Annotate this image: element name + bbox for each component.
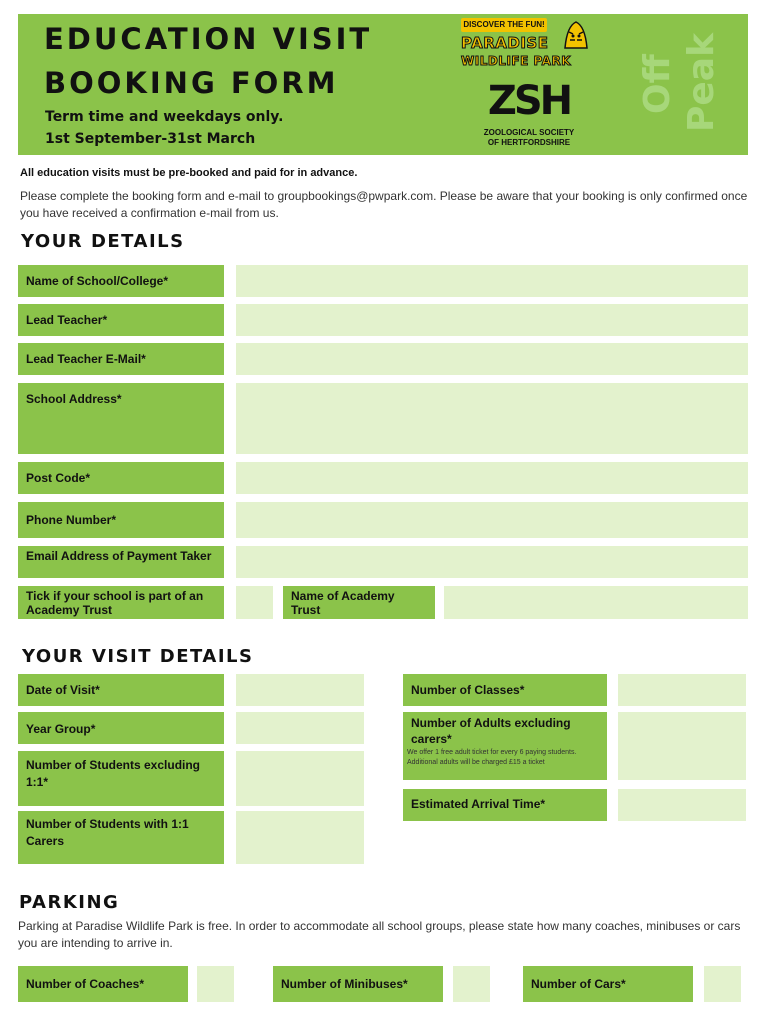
lead-teacher-label: Lead Teacher* <box>18 304 224 336</box>
cars-field[interactable] <box>704 966 741 1002</box>
form-title-line-1: EDUCATION VISIT <box>44 22 373 56</box>
form-title-line-2: BOOKING FORM <box>44 66 339 100</box>
minibuses-field[interactable] <box>453 966 490 1002</box>
pwp-name-line-1: PARADISE <box>461 34 549 52</box>
header-banner <box>18 14 748 155</box>
arrival-time-field[interactable] <box>618 789 746 821</box>
academy-trust-tick-label: Tick if your school is part of an Academy Trust <box>18 586 224 619</box>
tiger-icon <box>561 18 591 52</box>
subtitle-date-range: 1st September-31st March <box>45 131 256 147</box>
number-of-adults-field[interactable] <box>618 712 746 780</box>
school-address-label: School Address* <box>18 383 224 454</box>
year-group-label: Year Group* <box>18 712 224 744</box>
zsh-mark: ZSH <box>487 78 571 124</box>
minibuses-label: Number of Minibuses* <box>273 966 443 1002</box>
section-heading-your-details: YOUR DETAILS <box>21 231 185 252</box>
prebook-notice: All education visits must be pre-booked and paid for in advance. <box>20 167 358 179</box>
post-code-label: Post Code* <box>18 462 224 494</box>
date-of-visit-label: Date of Visit* <box>18 674 224 706</box>
students-field[interactable] <box>236 751 364 806</box>
off-tag: Off <box>637 54 678 114</box>
academy-trust-name-field[interactable] <box>444 586 748 619</box>
payment-email-field[interactable] <box>236 546 748 578</box>
phone-number-field[interactable] <box>236 502 748 538</box>
payment-email-label: Email Address of Payment Taker <box>18 546 224 578</box>
post-code-field[interactable] <box>236 462 748 494</box>
number-of-classes-label: Number of Classes* <box>403 674 607 706</box>
booking-instructions: Please complete the booking form and e-mail to groupbookings@pwpark.com. Please be aware that your booking is only confirmed once you have received a confirmation e-mail from us. <box>20 189 748 220</box>
year-group-field[interactable] <box>236 712 364 744</box>
date-of-visit-field[interactable] <box>236 674 364 706</box>
students-with-carers-label: Number of Students with 1:1 Carers <box>18 811 224 864</box>
subtitle-term-time: Term time and weekdays only. <box>45 109 284 125</box>
pwp-tagline: DISCOVER THE FUN! <box>461 18 547 32</box>
students-label: Number of Students excluding 1:1* <box>18 751 224 806</box>
zsh-logo <box>474 80 584 150</box>
pwp-name-line-2: WILDLIFE PARK <box>461 54 572 68</box>
lead-teacher-email-field[interactable] <box>236 343 748 375</box>
academy-trust-checkbox[interactable] <box>236 586 273 619</box>
lead-teacher-field[interactable] <box>236 304 748 336</box>
paradise-wildlife-park-logo <box>461 18 591 76</box>
peak-tag: Peak <box>681 32 722 132</box>
students-with-carers-field[interactable] <box>236 811 364 864</box>
school-name-label: Name of School/College* <box>18 265 224 297</box>
zsh-line-1: ZOOLOGICAL SOCIETY <box>483 128 575 137</box>
school-name-field[interactable] <box>236 265 748 297</box>
parking-instructions: Parking at Paradise Wildlife Park is free. In order to accommodate all school groups, please state how many coaches, minibuses or cars you are intending to arrive in. <box>18 919 741 950</box>
coaches-field[interactable] <box>197 966 234 1002</box>
phone-number-label: Phone Number* <box>18 502 224 538</box>
lead-teacher-email-label: Lead Teacher E-Mail* <box>18 343 224 375</box>
coaches-label: Number of Coaches* <box>18 966 188 1002</box>
school-address-field[interactable] <box>236 383 748 454</box>
adults-pricing-note: We offer 1 free adult ticket for every 6 paying students. Additional adults will be charged £15 a ticket <box>407 749 577 766</box>
arrival-time-label: Estimated Arrival Time* <box>403 789 607 821</box>
zsh-line-2: OF HERTFORDSHIRE <box>487 138 571 147</box>
section-heading-parking: PARKING <box>19 892 120 913</box>
number-of-adults-text: Number of Adults excluding carers* <box>411 716 571 746</box>
academy-trust-name-label: Name of Academy Trust <box>283 586 435 619</box>
number-of-adults-label <box>403 712 607 780</box>
cars-label: Number of Cars* <box>523 966 693 1002</box>
section-heading-visit-details: YOUR VISIT DETAILS <box>22 646 254 667</box>
number-of-classes-field[interactable] <box>618 674 746 706</box>
